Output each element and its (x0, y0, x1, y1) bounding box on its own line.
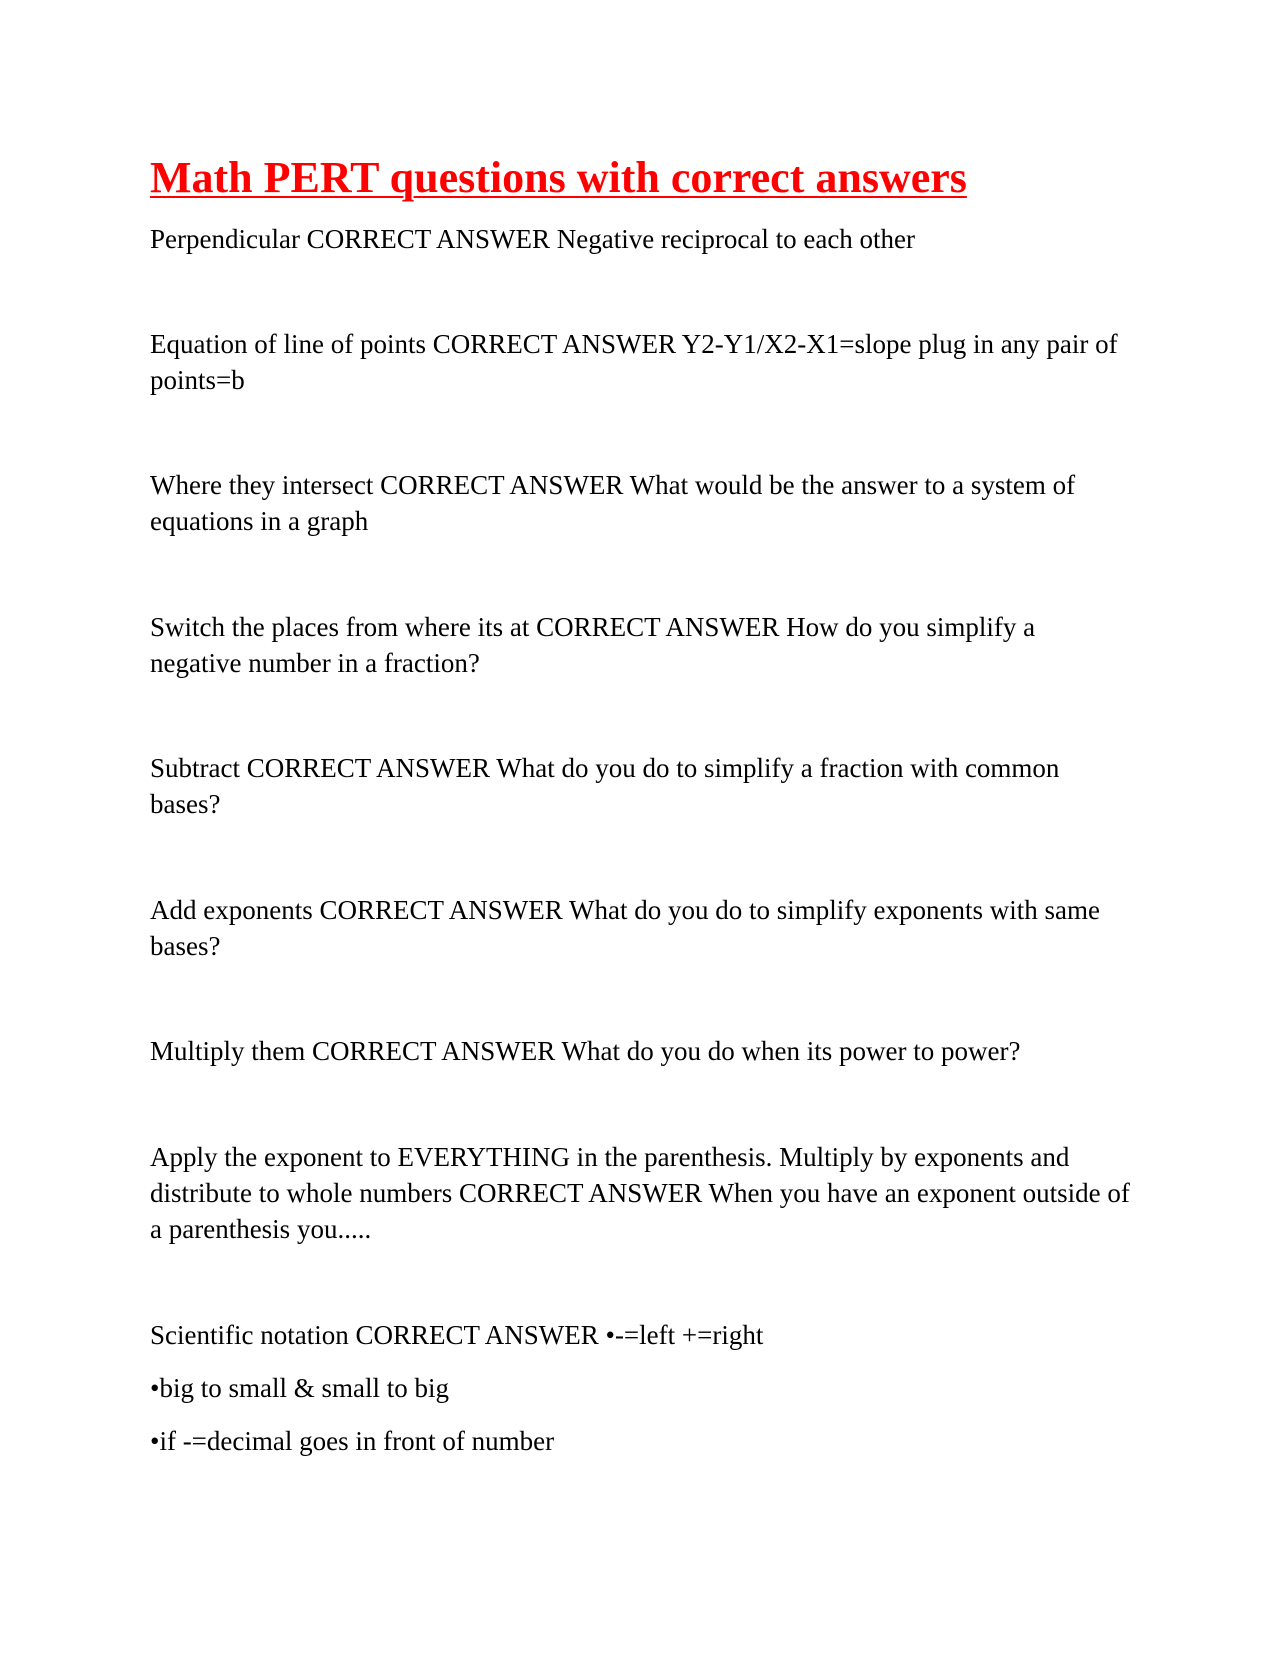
document-title: Math PERT questions with correct answers (150, 153, 967, 202)
qa-add-exponents: Add exponents CORRECT ANSWER What do you do to simplify exponents with same bases? (150, 895, 1100, 961)
qa-apply-exponent: Apply the exponent to EVERYTHING in the parenthesis. Multiply by exponents and distribute to whole numbers CORRECT ANSWER When you have an exponent outside of a parenthesis you..... (150, 1142, 1130, 1244)
qa-subtract: Subtract CORRECT ANSWER What do you do to simplify a fraction with common bases? (150, 753, 1060, 819)
qa-bullet-decimal: •if -=decimal goes in front of number (150, 1426, 555, 1456)
qa-multiply-them: Multiply them CORRECT ANSWER What do you do when its power to power? (150, 1036, 1021, 1066)
qa-scientific-notation: Scientific notation CORRECT ANSWER •-=left +=right (150, 1320, 764, 1350)
qa-perpendicular: Perpendicular CORRECT ANSWER Negative reciprocal to each other (150, 224, 916, 254)
qa-switch-places: Switch the places from where its at CORRECT ANSWER How do you simplify a negative number in a fraction? (150, 612, 1036, 678)
qa-intersect: Where they intersect CORRECT ANSWER What would be the answer to a system of equations in a graph (150, 470, 1076, 536)
qa-equation-of-line: Equation of line of points CORRECT ANSWER Y2-Y1/X2-X1=slope plug in any pair of points=b (150, 329, 1118, 395)
qa-bullet-big-small: •big to small & small to big (150, 1373, 449, 1403)
